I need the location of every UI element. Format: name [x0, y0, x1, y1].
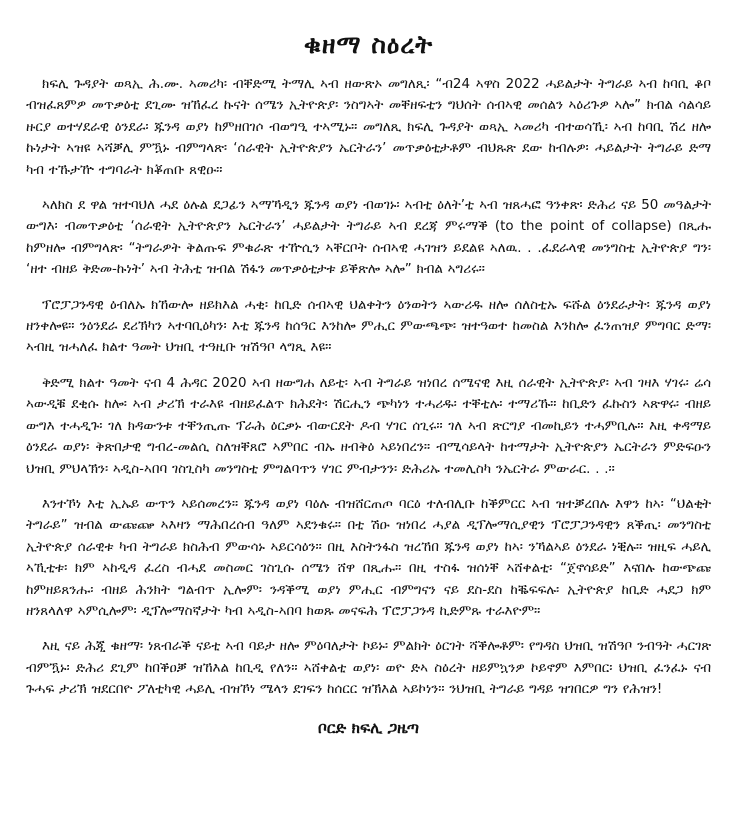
- signature: ቦርድ ክፍሊ ጋዜጣ: [318, 718, 419, 737]
- paragraph-4: ቅድሚ ክልተ ዓመት ናብ 4 ሕዳር 2020 ኣብ ዘውግሐ ለይቲ፡ ኣብ ትግራይ ዝነበረ ሰሜናዊ እዚ ሰራዊት ኢትዮጵያ፡ ኣብ ገዛእ ሃገሩ፡ ሬሳ ኣውዲቑ ደቂሱ ከሎ፡ ኣብ ታሪኽ ተራእዩ ብዘይፈልጥ ክሕደት፡ ሽርሒን ጭካነን ተሓሪዱ፡ ተቐቲሉ፡ ተማሪኹ። ከቢድን ፈኩስን ኣጽዋሩ፡ ብዘይ ውግእ ተሓዲጉ፡ ገለ ክዳውንቱ ተቐንጢጡ ፕራሕ ዕርቃኑ ብውርደት ዶብ ሃገር ሰጊሩ። ገለ ኣብ ጽርግያ ብመኪይን ተሓምቢሉ። እዚ ቀዳማይ ዕንደራ ወያነ፡ ቅጽበታዊ ግብረ-መልሲ ስለዝቐጸሮ ኣምበር ብኡ ዘብቅዕ ኣይነበረን። ብሚሳይላት ከተማታት ኢትዮጵያን ኤርትራን ምድፍዑን ህዝቢ ምህላኽን፡ ኣዲስ-ኣበባ ገስጊስካ መንግስቲ ምግልባጥን ሃገር ምብታንን፡ ድሕሪኡ ተመሊስካ ንኤርትራ ምውራር. . .።: [26, 375, 711, 477]
- paragraph-1: ክፍሊ ጉዳያት ወጻኢ ሕ.ሙ. ኣመሪካ፡ ብቐድሚ ትማሊ ኣብ ዘውጽኦ መግለጺ፡ “ብ24 ኣዋስ 2022 ሓይልታት ትግራይ ኣብ ከባቢ ቆቦ ብዝፈጸምዎ መጥቃዕቲ ደጊሙ ዝኸፈረ ኩናት ሰሜን ኢትዮጵያ፡ ንስግኣት መቐዘፍቲን ግህሰት ሰብኣዊ መሰልን ኣዕሪጉዎ ኣሎ” ክብል ሳልሳይ ዙርያ ወተሃደራዊ ዕንደራ፡ ጁንዳ ወያነ ከምዘበገሶ ብወግዒ ተኣሚኑ። መግለጺ ክፍሊ ጉዳያት ወጻኢ ኣመሪካ ብተወሳኺ፡ ኣብ ከባቢ ሽረ ዘሎ ኩነታት ኣዝዩ ኣሻቓሊ ምዃኑ ብምግላጽ፡ ‘ሰራዊት ኢትዮጵያን ኤርትራን’ መጥቃዕቲታቶም ብህጹጽ ደው ከብሉዎ፡ ሓይልታት ትግራይ ድማ ካብ ተኹታዅ ተግባራት ክቖጠቡ ጸዊዑ።: [26, 77, 711, 178]
- paragraph-6: እዚ ናይ ሕጂ ቁዘማ፡ ነጸብራቕ ናይቲ ኣብ ባይታ ዘሎ ምዕባለታት ኮይኑ፡ ምልክት ዕርገት ሻቕሎቶም፡ የግዳስ ህዝቢ ዝሽዓቦ ንብዓት ሓርገጽ ብምዃኑ፡ ድሕሪ ደጊም ከበቕዐቓ ዝኸእል ከቢዲ የለን። ኣሸቀልቲ ወያነ፡ ወዮ ድኣ ስዕረት ዘይምኳንዎ ኮይኖም እምበር፡ ህዝቢ ፈንፈኑ ናብ ጉሓፍ ታሪኽ ዝደርበዮ ፖለቲካዊ ሓይሊ ብዝኾነ ሜላን ደገፍን ከሰርር ዝኽእል ኣይኮነን። ንህዝቢ ትግራይ ግዳይ ዝገበርዎ ግን የሕዝን!: [26, 639, 711, 698]
- page-title: ቁዘማ ስዕረት: [303, 30, 434, 59]
- paragraph-5: እንተኾነ እቲ ኢኡይ ውጥን ኣይሰመረን። ጁንዳ ወያነ ባዕሉ ብዝሸርጠጦ ባርዕ ተለብሊቡ ከቕምርር ኣብ ዝተቓረበሉ እዋን ከኣ፡ “ህልቂት ትግራይ” ዝብል ውጩጬ ኣእዛን ማሕበረሰብ ዓለም ኣደንቁሩ። በቲ ሽዑ ዝነበረ ሓያል ዲፕሎማሲያዊን ፕሮፓጋንዳዊን ጸቕጢ፡ መንግስቲ ኢትዮጵያ ሰራዊቱ ካብ ትግራይ ክስሕብ ምውሳኑ ኣይርሳዕን። በዚ እስትንፋስ ዝረኸበ ጁንዳ ወያነ ከኣ፡ ንኻልኣይ ዕንደራ ነቒሉ። ዝዚፍ ሓይሊ ኣኺቲቱ፡ ክም ኣከዲዳ ፈረስ ብሓደ መስመር ገስጊሱ ሰሜን ሸዋ በጺሑ። በዚ ተስፋ ዝሰነቐ ኣሸቀልቲ፡ “ጀኖሳይድ” እናበሉ ከውጭጩ ከምዘይጸንሑ፡ ብዘይ ሕንክት ግልብጥ ኢሎም፡ ንዳቕሚ ወያነ ምሒር ብምግናን ናይ ደስ-ደስ ከቘፍፍሉ፡ ኢትዮጵያ ከቢድ ሓደጋ ክም ዘንጸላለዋ ኣምሲሎም፡ ዲፕሎማስኛታት ካብ ኣዲስ-ኣበባ ክወጹ መናፍሕ ፕሮፓጋንዳ ኪድምጹ ተራእዮም።: [26, 496, 711, 619]
- paragraph-2: ኣለክስ ደ ዋል ዝተባህለ ሓደ ዕሉል ደጋፊን ኣማኻዲን ጁንዳ ወያነ ብወገኑ፡ ኣብቲ ዕለት’ቲ ኣብ ዝጸሓፎ ዓንቀጽ፡ ድሕሪ ናይ 50 መዓልታት ውግእ፡ ብመጥቃዕቲ ‘ሰራዊት ኢትዮጵያን ኤርትራን’ ሓይልታት ትግራይ ኣብ ደረጃ ምሩማቕ (to the point of collapse) በጺሑ ከምዘሎ ብምግላጽ፡ “ትግራዎት ቅልጡፍ ምቁራጽ ተዅሲን ኣቐርቦት ሰብኣዊ ሓገዝን ይደልዩ ኣለዉ. . .ፈደራላዊ መንግስቲ ኢትዮጵያ ግን፡ ‘ዘተ ብዘይ ቅድመ-ኩነት’ ኣብ ትሕቲ ዝብል ሽፋን መጥቃዕቲታቱ ይቕጽሎ ኣሎ” ክብል ኣግሪሩ።: [26, 198, 711, 278]
- paragraph-3: ፕሮፓጋንዳዊ ዕብለኡ ክኸውሎ ዘይክእል ሓቂ፡ ከቢድ ሰብኣዊ ህልቀትን ዕንወትን ኣውሪዱ ዘሎ ሰለስቲኡ ፍሹል ዕንደራታት፡ ጁንዳ ወያነ ዘንቀሎዩ። ንዕንደራ ደሪኽካን ኣተባቢዕካን፡ እቲ ጁንዳ ከሰዓር እንከሎ ምሒር ምውጫጭ፡ ዝተዓወተ ከመስል እንከሎ ፈንጠዝያ ምግባር ድማ፡ ኣብዚ ዝሓለፈ ክልተ ዓመት ህዝቢ ተዓዚቡ ዝሽዓቦ ላግጺ እዩ።: [26, 297, 711, 356]
